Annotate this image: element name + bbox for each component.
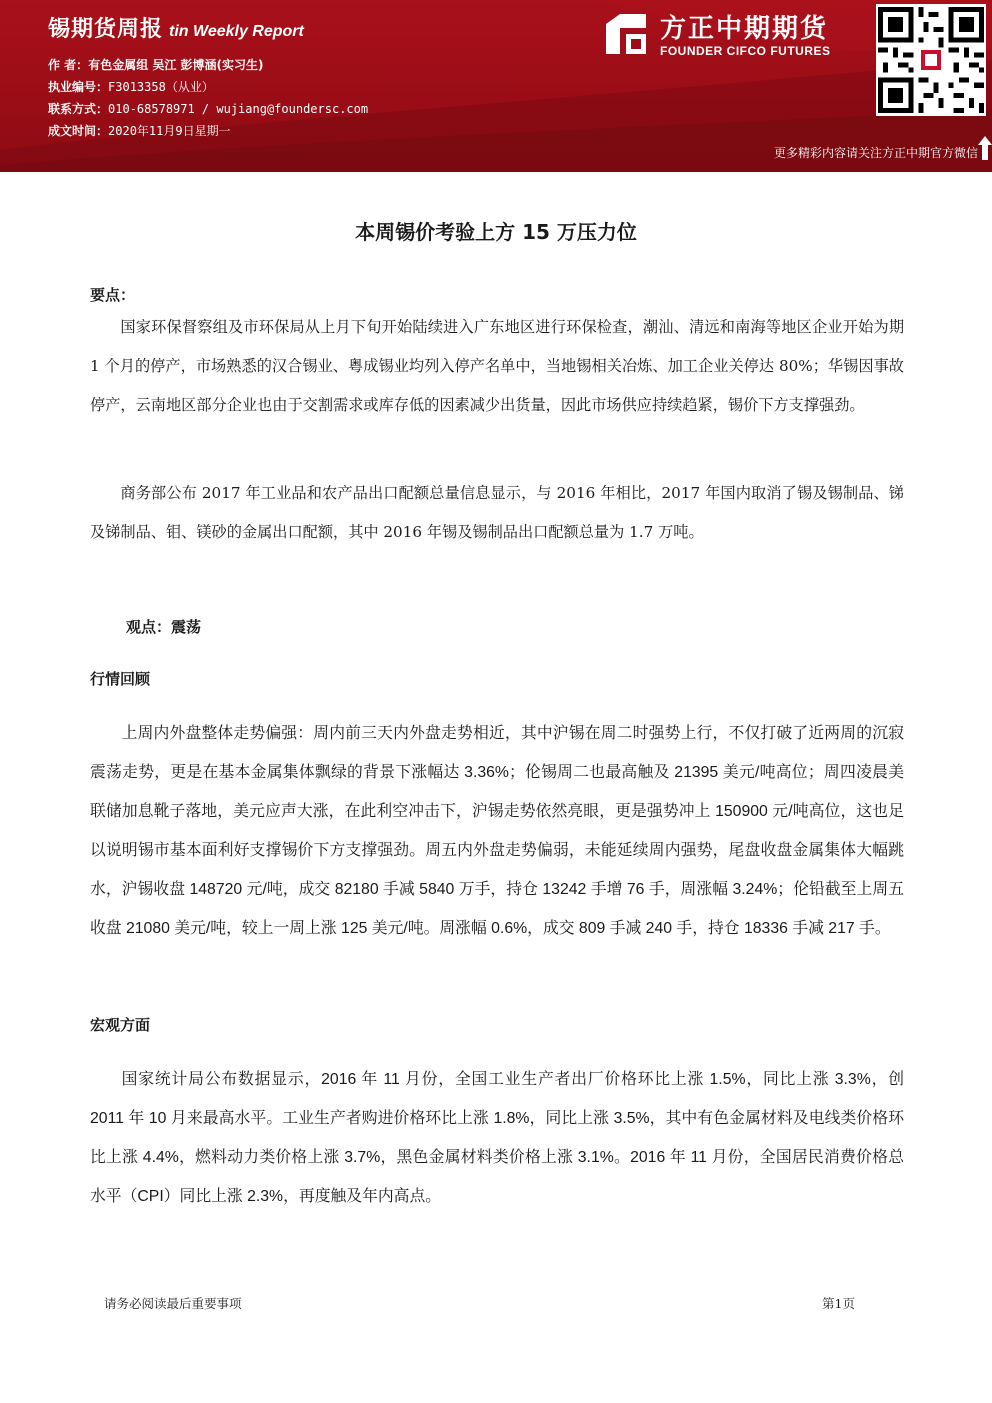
meta-value: F3013358（从业） xyxy=(108,80,214,94)
meta-date xyxy=(48,120,608,142)
brand-title-cn: 锡期货周报 xyxy=(48,17,164,42)
meta-license xyxy=(48,76,608,98)
company-logo xyxy=(600,6,860,66)
key-points-paragraph-1: 国家环保督察组及市环保局从上月下旬开始陆续进入广东地区进行环保检查，潮汕、清远和南海等地区企业开始为期 1 个月的停产，市场熟悉的汉合锡业、粤成锡业均列入停产名单中，当地锡相关冶炼、加工企业关停达 80%；华锡因事故停产，云南地区部分企业也由于交割需求或库存低的因素减少出货量，因此市场供应持续趋紧，锡价下方支撑强劲。 xyxy=(90,318,904,414)
report-header xyxy=(0,0,992,172)
author-meta xyxy=(48,54,608,142)
key-points-paragraph-2: 商务部公布 2017 年工业品和农产品出口配额总量信息显示，与 2016 年相比，2017 年国内取消了锡及锡制品、锑及锑制品、钼、镁砂的金属出口配额，其中 2016 年锡及锡制品出口配额总量为 1.7 万吨。 xyxy=(90,484,904,541)
section-market-review: 行情回顾 xyxy=(90,670,151,688)
footer-disclaimer: 请务必阅读最后重要事项 xyxy=(104,1296,242,1311)
brand-title xyxy=(48,12,304,43)
follow-wechat-text: 更多精彩内容请关注方正中期官方微信 xyxy=(773,146,978,160)
founder-logo-icon xyxy=(602,10,650,58)
meta-contact xyxy=(48,98,608,120)
wechat-qr-code xyxy=(876,4,986,116)
market-review-paragraph: 上周内外盘整体走势偏强：周内前三天内外盘走势相近，其中沪锡在周二时强势上行，不仅打破了近两周的沉寂震荡走势，更是在基本金属集体飘绿的背景下涨幅达 3.36%；伦锡周二也最高触及 21395 美元/吨高位；周四凌晨美联储加息靴子落地，美元应声大涨，在此利空冲击下，沪锡走势依然亮眼，更是强势冲上 150900 元/吨高位，这也足以说明锡市基本面利好支撑锡价下方支撑强劲。周五内外盘走势偏弱，未能延续周内强势，尾盘收盘金属集体大幅跳水，沪锡收盘 148720 元/吨，成交 82180 手减 5840 万手，持仓 13242 手增 76 手，周涨幅 3.24%；伦铅截至上周五收盘 21080 美元/吨，较上一周上涨 125 美元/吨。周涨幅 0.6%，成交 809 手减 240 手，持仓 18336 手减 217 手。 xyxy=(90,725,904,937)
meta-value: 010-68578971 / wujiang@foundersc.com xyxy=(108,102,369,116)
meta-label: 联系方式： xyxy=(48,102,109,116)
viewpoint-label: 观点：震荡 xyxy=(126,618,202,636)
qr-code-icon xyxy=(878,6,984,114)
page-title: 本周锡价考验上方 15 万压力位 xyxy=(355,220,637,244)
meta-label: 作 者： xyxy=(48,58,89,72)
meta-value: 2020年11月9日星期一 xyxy=(108,124,231,138)
meta-author xyxy=(48,54,608,76)
meta-value: 有色金属组 吴江 彭博涵(实习生) xyxy=(88,58,264,72)
brand-title-en: tin Weekly Report xyxy=(169,23,304,40)
meta-label: 成文时间： xyxy=(48,124,109,138)
section-key-points: 要点： xyxy=(90,286,136,304)
macro-paragraph: 国家统计局公布数据显示，2016 年 11 月份，全国工业生产者出厂价格环比上涨 1.5%，同比上涨 3.3%，创 2011 年 10 月来最高水平。工业生产者购进价格环比上涨 1.8%，同比上涨 3.5%，其中有色金属材料及电线类价格环比上涨 4.4%，燃料动力类价格上涨 3.7%，黑色金属材料类价格上涨 3.1%。2016 年 11 月份，全国居民消费价格总水平（CPI）同比上涨 2.3%，再度触及年内高点。 xyxy=(90,1071,904,1205)
meta-label: 执业编号： xyxy=(48,80,109,94)
page-number: 第1页 xyxy=(822,1296,855,1311)
logo-name-en: FOUNDER CIFCO FUTURES xyxy=(660,44,831,58)
up-arrow-icon xyxy=(978,136,992,160)
logo-name-cn: 方正中期期货 xyxy=(660,14,829,44)
section-macro: 宏观方面 xyxy=(90,1016,151,1034)
